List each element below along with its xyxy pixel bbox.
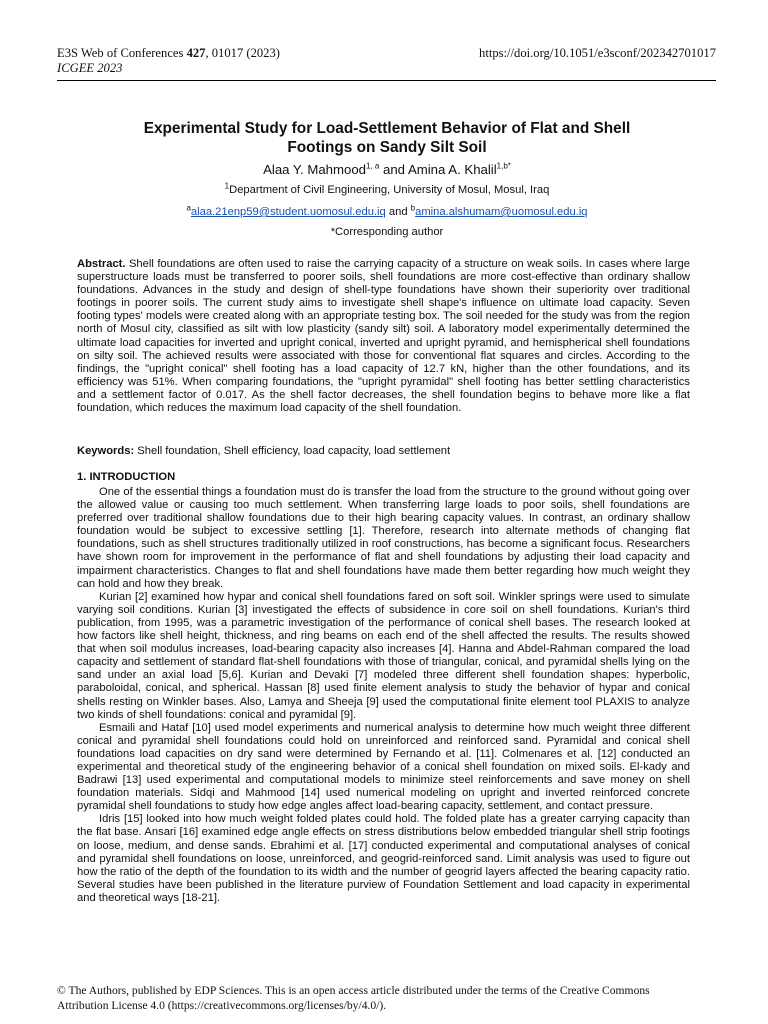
email-a-link[interactable]: alaa.21enp59@student.uomosul.edu.iq (190, 206, 386, 218)
intro-body (77, 486, 690, 905)
keywords-text: Shell foundation, Shell efficiency, load capacity, load settlement (134, 445, 451, 457)
author-2-sup: 1,b* (496, 161, 511, 171)
author-1: Alaa Y. Mahmood (263, 162, 366, 177)
conference-name: ICGEE 2023 (57, 61, 123, 75)
paper-title (57, 119, 717, 157)
intro-paragraph: Idris [15] looked into how much weight folded plates could hold. The folded plate has a greater carrying capacity than the flat base. Ansari [16] examined edge angle effects on stress distributions below embedded triangular shell strip footings on loose, medium, and dense sands. Ebrahimi et al. [17] conducted experimental and computational analyses of conical and pyramidal shell foundations on loose, unreinforced, and geogrid-reinforced sand. Limit analysis was used to figure out how the ratio of the depth of the foundation to its width and the number of geogrid layers affected the bearing capacity ratio. Several studies have been published in the literature purview of Foundation Settlement and load capacity in experimental and theoretical ways [18-21]. (77, 813, 690, 904)
header-rule (57, 80, 716, 81)
intro-paragraph: One of the essential things a foundation must do is transfer the load from the structure to the ground without going over the allowed value or causing too much settlement. When transferring large loads to poor soils, shell foundations are preferred over traditional shallow foundations due to their high bearing capacity values. In contrast, an ordinary shallow foundation would be subject to excessive settling [1]. Therefore, research into alternate methods of changing flat foundations, such as shell structures traditionally utilized in roof constructions, has become a significant focus. Researchers have shown room for improvement in the performance of flat and shell foundations by adjusting their load capacity and impairment characteristics. Changes to flat and shell foundations have made them better regarding how much weight they can hold and how they break. (77, 486, 690, 590)
abstract-text: Shell foundations are often used to raise the carrying capacity of a structure on weak soils. In cases where large superstructure loads must be transferred to poorer soils, shell foundations are more cost-effective than ordinary shallow foundations. Advances in the study and design of shell-type foundations have shown their superiority over traditional footings in poorer soils. The current study aims to investigate shell shape's influence on ultimate load capacity. Seven footing types' models were created along with an appropriate testing box. The soil needed for the study was from the region north of Mosul city, classified as silt with low plasticity (sandy silt) soil. A laboratory model experimentally determined the ultimate load capacities for inverted and upright conical, inverted and upright pyramid, and hemispherical shell foundations on silty soil. The achieved results were associated with those for conventional flat squares and circles. According to the findings, the "upright conical" shell footing has a load capacity of 12.7 kN, higher than the other foundations, and its efficiency was 51%. When comparing foundations, the "upright pyramidal" shell footing has better settling characteristics and a settlement factor of 0.017. As the shell factor decreases, the shell foundation begins to behave more like a flat foundation, which reduces the maximum load capacity of the shell foundation. (77, 258, 690, 415)
journal-volume: 427 (186, 46, 206, 60)
email-b-link[interactable]: amina.alshumam@uomosul.edu.iq (415, 206, 588, 218)
article-info: , 01017 (2023) (205, 46, 280, 60)
journal-header (57, 46, 280, 76)
author-2: Amina A. Khalil (407, 162, 497, 177)
author-list (57, 161, 717, 178)
email-a-sup: a (186, 203, 191, 213)
footer-line-1: © The Authors, published by EDP Sciences. This is an open access article distributed under the terms of the Creative Commons (57, 984, 650, 997)
title-line-2: Footings on Sandy Silt Soil (287, 139, 487, 156)
abstract (77, 258, 690, 415)
doi-link[interactable]: https://doi.org/10.1051/e3sconf/202342701017 (479, 46, 716, 60)
license-footer (57, 983, 717, 1013)
email-line (57, 205, 717, 220)
keywords (77, 445, 690, 458)
email-b-sup: b (410, 203, 416, 213)
title-line-1: Experimental Study for Load-Settlement Behavior of Flat and Shell (143, 120, 631, 137)
section-heading: 1. INTRODUCTION (77, 471, 176, 483)
footer-line-2: Attribution License 4.0 (https://creativecommons.org/licenses/by/4.0/). (57, 999, 387, 1012)
email-conj: and (385, 206, 411, 218)
affiliation-sup: 1 (224, 181, 230, 191)
corresponding-author: *Corresponding author (330, 226, 444, 238)
intro-paragraph: Kurian [2] examined how hypar and conical shell foundations fared on soft soil. Winkler springs were used to simulate varying soil conditions. Kurian [3] investigated the effects of subsidence in core soil on shell foundations. Kurian's third publication, from 1995, was a parametric investigation of the performance of conical shell bases. The research looked at how factors like shell height, thickness, and ring beams on each end of the shell affected the results. The results showed that when soil modulus increases, load-bearing capacity also increases [4]. Hanna and Abdel-Rahman compared the load capacity and settlement of standard flat-shell foundations with those of triangular, conical, and pyramidal shells lying on the sand under an axial load [5,6]. Kurian and Devaki [7] modeled three different shell foundation shapes: hyperbolic, paraboloidal, conical, and spherical. Hassan [8] used finite element analysis to study the behavior of hypar and conical shells resting on Winkler bases. Also, Lamya and Sheeja [9] used the computational finite element tool PLAXIS to analyze two kinds of shell foundations: conical and pyramidal [9]. (77, 590, 690, 721)
affiliation-text: Department of Civil Engineering, University of Mosul, Mosul, Iraq (229, 184, 550, 196)
intro-paragraph: Esmaili and Hataf [10] used model experiments and numerical analysis to determine how much weight three different conical and pyramidal shell foundations could hold on unreinforced and reinforced sand. Pyramidal and conical shell foundations load capacities on dry sand were determined by Fernando et al. [11]. Colmenares et al. [12] conducted an experimental and theoretical study of the engineering behavior of a conical shell foundation on mixed soils. El-kady and Badrawi [13] used experimental and computational models to minimize steel reinforcements and save money on shell foundation materials. Sidqi and Mahmood [14] used numerical modeling on upright and inverted reinforced concrete pyramidal shell foundations to study how edge angles affect load-bearing capacity, settlement, and contact pressure. (77, 721, 690, 813)
journal-name: E3S Web of Conferences (57, 46, 187, 60)
author-1-sup: 1, a (366, 161, 380, 171)
author-conj: and (379, 162, 408, 177)
keywords-label: Keywords: (77, 445, 135, 457)
affiliation (57, 183, 717, 198)
abstract-label: Abstract. (77, 258, 126, 270)
